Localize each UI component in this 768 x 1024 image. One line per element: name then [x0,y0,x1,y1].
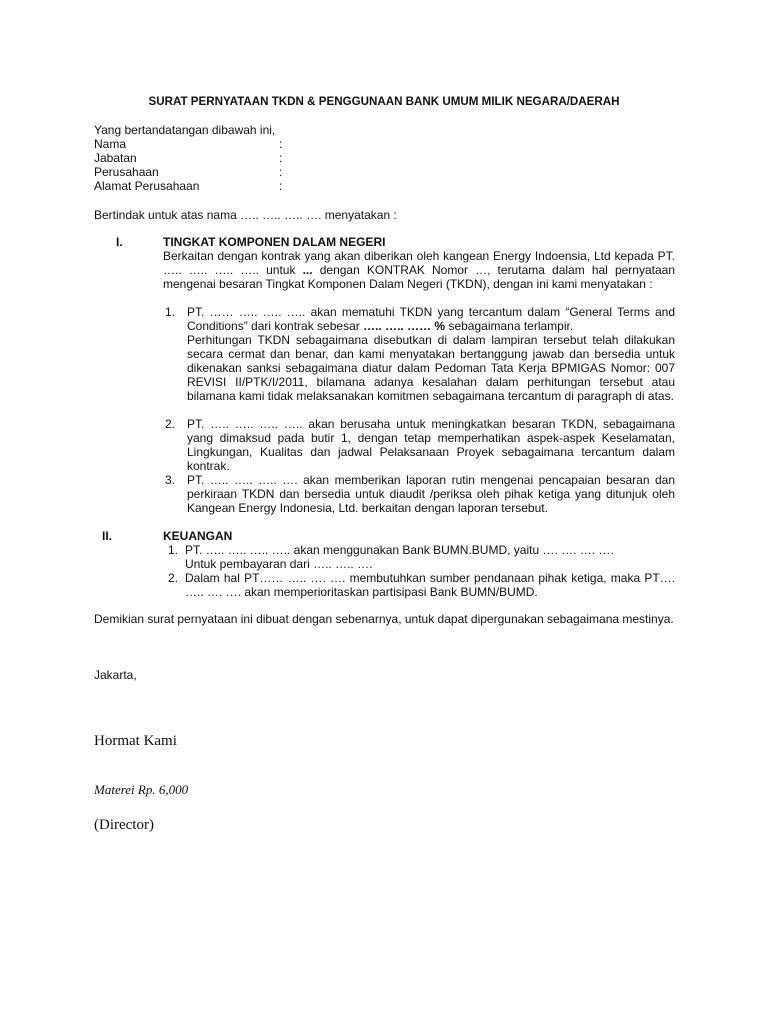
section-2-item-1 [185,543,675,571]
section-2-item-2: Dalam hal PT…… ….. …. …. membutuhkan sumber pendanaan pihak ketiga, maka PT…. ….. …. …. akan memperioritaskan partisipasi Bank BUMN/BUMD. [185,571,675,599]
field-colon: : [279,165,283,179]
section-1-item-1 [187,305,675,403]
item-1-text-a: PT. …… ….. ….. ….. akan mematuhi TKDN yang tercantum dalam “General Terms and Conditions” dari kontrak sebesar [187,305,675,333]
item-1-percent-blank: ….. ….. …… % [363,319,446,333]
field-label: Perusahaan [94,165,159,179]
item-1-part-2: Perhitungan TKDN sebagaimana disebutkan di dalam lampiran tersebut telah dilakukan secara cermat dan benar, dan kami menyatakan bertanggung jawab dan bersedia untuk dikenakan sanksi sebagaimana diatur dalam Pedoman Tata Kerja BPMIGAS Nomor: 007 REVISI II/PTK/I/2011, bilamana adanya kesalahan dalam perhitungan tersebut atau bilamana kami tidak melaksanakan komitmen sebagaimana tercantum di paragraph di atas. [187,333,675,403]
signatory-title: (Director) [94,817,154,833]
field-position [94,151,674,165]
acting-statement: Bertindak untuk atas nama ….. ….. ….. …. menyatakan : [94,208,397,222]
section-1-text-b: ... [302,263,313,277]
city-date-line: Jakarta, [94,668,137,682]
stamp-duty-note: Materei Rp. 6,000 [94,782,189,797]
item-1-text-c: sebagaimana terlampir. [445,319,574,333]
section-2-heading: KEUANGAN [163,529,233,543]
field-colon: : [279,151,283,165]
section-1-item-2-number: 2. [165,417,176,431]
section-2-item-2-number: 2. [168,571,179,585]
field-name [94,137,674,151]
section-2-number: II. [102,529,113,543]
intro-lead: Yang bertandatangan dibawah ini, [94,123,276,137]
document-title: SURAT PERNYATAAN TKDN & PENGGUNAAN BANK UMUM MILIK NEGARA/DAERAH [148,95,620,108]
closing-statement: Demikian surat pernyataan ini dibuat dengan sebenarnya, untuk dapat dipergunakan sebagaimana mestinya. [94,612,674,626]
section-1-item-2: PT. ….. ….. ….. ….. akan berusaha untuk meningkatkan besaran TKDN, sebagaimana yang dimaksud pada butir 1, dengan tetap memperhatikan aspek-aspek Keselamatan, Lingkungan, Kualitas dan jadwal Pelaksanaan Proyek sebagaimana tercantum dalam kontrak. [187,417,675,473]
section-2-item-1-line-2: Untuk pembayaran dari ….. ….. …. [185,557,373,571]
item-1-part-1 [187,305,675,333]
field-company-address [94,179,674,193]
section-1-text-c: dengan KONTRAK Nomor …, terutama dalam hal pernyataan mengenai besaran Tingkat Komponen Dalam Negeri (TKDN), dengan ini kami menyatakan : [163,263,675,291]
section-1-number: I. [116,235,123,249]
field-company [94,165,674,179]
section-2-item-1-line-1: PT. ….. ….. ….. ….. akan menggunakan Bank BUMN.BUMD, yaitu …. …. …. …. [185,543,614,557]
section-1-text-a: Berkaitan dengan kontrak yang akan diberikan oleh kangean Energy Indoensia, Ltd kepada PT. ….. ….. ….. ….. untuk [163,249,675,277]
field-label: Nama [94,137,127,151]
field-colon: : [279,137,283,151]
section-1-item-1-number: 1. [165,305,176,319]
regards-line: Hormat Kami [94,733,177,749]
field-label: Alamat Perusahaan [94,179,200,193]
section-1-item-3: PT. ….. ….. ….. …. akan memberikan laporan rutin mengenai pencapaian besaran dan perkiraan TKDN dan bersedia untuk diaudit /periksa oleh pihak ketiga yang ditunjuk oleh Kangean Energy Indonesia, Ltd. berkaitan dengan laporan tersebut. [187,473,675,515]
section-1-paragraph [163,249,675,291]
field-label: Jabatan [94,151,137,165]
section-1-heading: TINGKAT KOMPONEN DALAM NEGERI [163,235,386,249]
section-1-item-3-number: 3. [165,473,176,487]
field-colon: : [279,179,283,193]
signatory-block [94,123,674,193]
section-2-item-1-number: 1. [168,543,179,557]
